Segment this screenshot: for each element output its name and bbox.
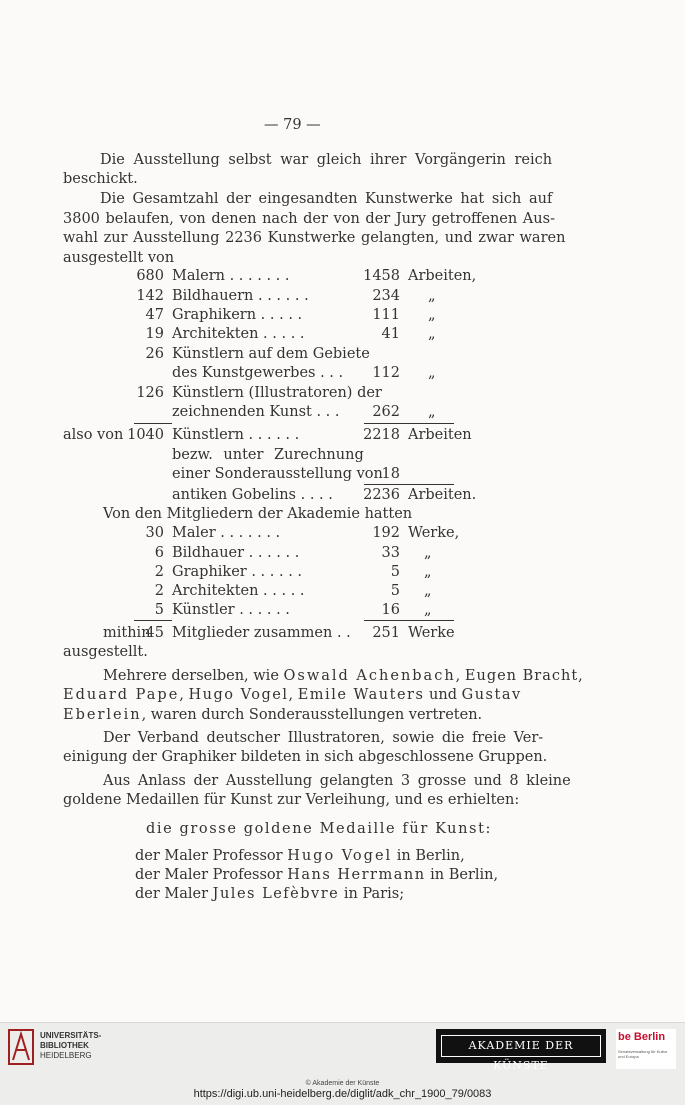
text: der Maler Professor — [135, 867, 288, 883]
row-count: 47 — [145, 307, 164, 323]
artist-name: Oswald Achenbach — [283, 668, 456, 684]
row-value: 112 — [372, 365, 400, 381]
row-count: 680 — [136, 268, 164, 284]
be-berlin-logo[interactable] — [616, 1029, 676, 1069]
extra-line1: bezw. unter Zurechnung — [172, 447, 364, 463]
artist-name: Eberlein — [63, 707, 142, 723]
row-value: 16 — [381, 602, 400, 618]
total-label: antiken Gobelins . . . . — [172, 487, 333, 503]
text: der Maler — [135, 886, 213, 902]
list-item — [135, 847, 465, 865]
sum-prefix: also von — [63, 427, 124, 443]
row-count: 2 — [154, 564, 164, 580]
row-count: 30 — [145, 525, 164, 541]
para5-line1: Aus Anlass der Ausstellung gelangten 3 grosse und 8 kleine — [103, 773, 571, 789]
para1-line1: Die Ausstellung selbst war gleich ihrer Vorgängerin reich — [100, 152, 553, 168]
row-value: 111 — [372, 307, 400, 323]
row-value: 33 — [381, 545, 400, 561]
total-unit: Arbeiten. — [408, 487, 477, 503]
para3-line3 — [63, 706, 482, 724]
akademie-label: AKADEMIE DER KÜNSTE — [441, 1035, 601, 1057]
artist-name: Hans Herrmann — [287, 867, 426, 883]
row-label: Malern . . . . . . . — [172, 268, 290, 284]
row-label: Künstlern auf dem Gebiete — [172, 346, 370, 362]
artist-name: Emile Wauters — [297, 687, 425, 703]
row-value: 192 — [372, 525, 400, 541]
row-label: Künstlern (Illustratoren) der — [172, 385, 382, 401]
row-label: Bildhauer . . . . . . — [172, 545, 300, 561]
artist-name: Gustav — [461, 687, 522, 703]
library-logo[interactable] — [8, 1028, 128, 1068]
row-count: 5 — [154, 602, 164, 618]
text: und — [424, 687, 462, 703]
total-rule — [364, 484, 454, 485]
row-count: 19 — [145, 326, 164, 342]
sum-prefix: mithin — [103, 625, 151, 641]
medal-heading: die grosse goldene Medaille für Kunst: — [146, 821, 493, 837]
sum-value: 2218 — [363, 427, 400, 443]
list-item — [135, 885, 404, 903]
extra-value: 18 — [381, 466, 400, 482]
sum-count: 45 — [145, 625, 164, 641]
row-count: 126 — [136, 385, 164, 401]
row-unit: „ — [428, 288, 436, 304]
text: Mehrere derselben, wie — [103, 668, 284, 684]
sum-unit: Werke — [408, 625, 455, 641]
row-label: Bildhauern . . . . . . — [172, 288, 309, 304]
be-berlin-text: be Berlin — [618, 1031, 666, 1043]
row-label: Maler . . . . . . . — [172, 525, 281, 541]
row-value: 5 — [390, 564, 400, 580]
row-label: zeichnenden Kunst . . . — [172, 404, 340, 420]
sum-label: Künstlern . . . . . . — [172, 427, 300, 443]
library-name-1: UNIVERSITÄTS- — [40, 1031, 102, 1040]
text: , — [288, 687, 298, 703]
list-item — [135, 866, 498, 884]
text: , — [578, 668, 583, 684]
page-number: — 79 — — [264, 117, 321, 133]
text: in Paris; — [339, 886, 405, 902]
para5-line2: goldene Medaillen für Kunst zur Verleihung, und es erhielten: — [63, 792, 520, 808]
source-url[interactable]: https://digi.ub.uni-heidelberg.de/diglit/adk_chr_1900_79/0083 — [193, 1088, 492, 1100]
text: in Berlin, — [425, 867, 499, 883]
text: , waren durch Sonderausstellungen vertreten. — [141, 707, 483, 723]
row-label: Graphikern . . . . . — [172, 307, 303, 323]
row-count: 142 — [136, 288, 164, 304]
row-unit: „ — [428, 307, 436, 323]
row-label: des Kunstgewerbes . . . — [172, 365, 344, 381]
library-name-2: BIBLIOTHEK — [40, 1041, 89, 1050]
row-unit: „ — [428, 326, 436, 342]
footer-bar — [0, 1022, 685, 1105]
row-value: 1458 — [363, 268, 400, 284]
members-intro: Von den Mitgliedern der Akademie hatten — [103, 506, 413, 522]
be-berlin-sub: Senatsverwaltung für Kultur und Europa — [618, 1049, 668, 1059]
sum-label: Mitglieder zusammen . . — [172, 625, 351, 641]
sum-rule-right — [364, 423, 454, 424]
akademie-logo[interactable] — [436, 1029, 606, 1072]
extra-line2: einer Sonderausstellung von — [172, 466, 383, 482]
row-unit: „ — [424, 583, 432, 599]
sum-rule-left — [134, 423, 172, 424]
artist-name: Jules Lefèbvre — [212, 886, 340, 902]
row-unit: „ — [424, 602, 432, 618]
para4-line2: einigung der Graphiker bildeten in sich abgeschlossene Gruppen. — [63, 749, 548, 765]
row-count: 2 — [154, 583, 164, 599]
sum-value: 251 — [372, 625, 400, 641]
exhibited: ausgestellt. — [63, 644, 148, 660]
row-label: Künstler . . . . . . — [172, 602, 290, 618]
row-label: Graphiker . . . . . . — [172, 564, 303, 580]
text: der Maler Professor — [135, 848, 288, 864]
library-icon — [8, 1028, 34, 1066]
text: in Berlin, — [392, 848, 465, 864]
row-unit: Arbeiten, — [408, 268, 477, 284]
para2-line2: 3800 belaufen, von denen nach der von der Jury getroffenen Aus- — [63, 211, 555, 227]
para3-line1 — [103, 667, 583, 685]
row-value: 234 — [372, 288, 400, 304]
row-value: 262 — [372, 404, 400, 420]
artist-name: Hugo Vogel — [188, 687, 289, 703]
sum2-rule-right — [364, 620, 454, 621]
para1-line2: beschickt. — [63, 171, 138, 187]
sum-unit: Arbeiten — [408, 427, 472, 443]
row-unit: Werke, — [408, 525, 460, 541]
sum-count: 1040 — [127, 427, 164, 443]
row-unit: „ — [424, 545, 432, 561]
para2-line4: ausgestellt von — [63, 250, 175, 266]
artist-name: Eugen Bracht — [464, 668, 579, 684]
row-count: 6 — [154, 545, 164, 561]
para2-line1: Die Gesamtzahl der eingesandten Kunstwerke hat sich auf — [100, 191, 553, 207]
row-label: Architekten . . . . . — [172, 583, 305, 599]
para4-line1: Der Verband deutscher Illustratoren, sowie die freie Ver- — [103, 730, 544, 746]
row-unit: „ — [428, 365, 436, 381]
para2-line3: wahl zur Ausstellung 2236 Kunstwerke gelangten, und zwar waren — [63, 230, 566, 246]
copyright: © Akademie der Künste — [305, 1080, 380, 1087]
row-count: 26 — [145, 346, 164, 362]
text: , — [179, 687, 189, 703]
row-unit: „ — [424, 564, 432, 580]
total-value: 2236 — [363, 487, 400, 503]
row-value: 41 — [381, 326, 400, 342]
row-value: 5 — [390, 583, 400, 599]
artist-name: Eduard Pape — [63, 687, 180, 703]
text: , — [455, 668, 465, 684]
sum2-rule-left — [134, 620, 172, 621]
row-unit: „ — [428, 404, 436, 420]
library-name-3: HEIDELBERG — [40, 1051, 92, 1060]
row-label: Architekten . . . . . — [172, 326, 305, 342]
artist-name: Hugo Vogel — [287, 848, 393, 864]
para3-line2 — [63, 686, 522, 704]
